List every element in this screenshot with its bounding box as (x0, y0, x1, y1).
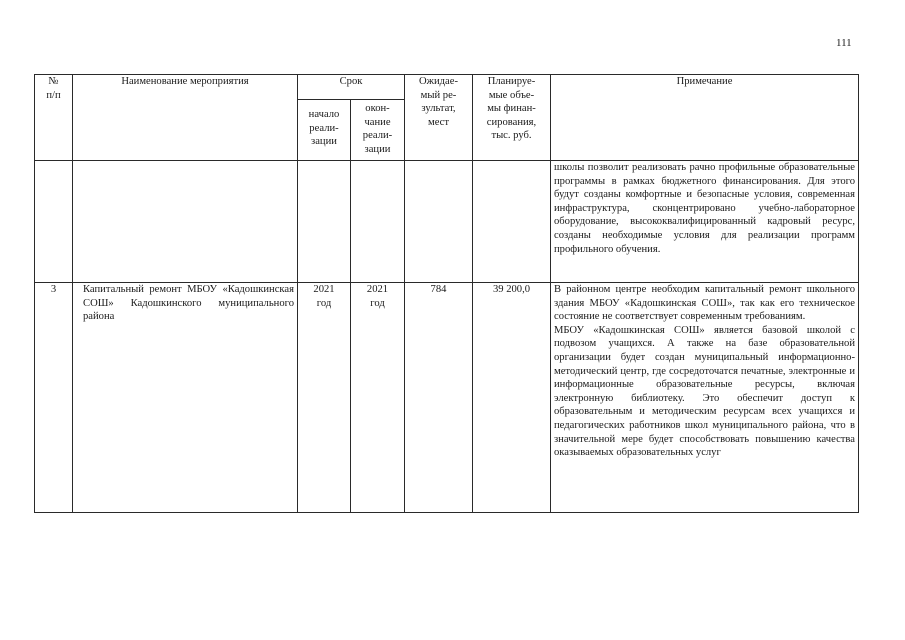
row-note-paragraph-1: В районном центре необходим капитальный ремонт школьного здания МБОУ «Кадошкинская СОШ», так как его техническое состояние не соответствует современным требованиям. (554, 284, 855, 323)
row-note-paragraph-2: МБОУ «Кадошкинская СОШ» является базовой школой с подвозом учащихся. А также на базе образовательной организации будет создан муниципальный информационно-методический центр, где сосредоточатся печатные, электронные и информационные образовательные ресурсы, включая электронную библиотеку. Это обеспечит доступ к образовательным и методическим ресурсам всех учащихся и педагогических работников школ муниципального района, что в значительной мере будет способствовать повышению качества оказываемых образовательных услуг (554, 324, 855, 459)
row-start: 2021 год (298, 283, 351, 513)
cell-empty (73, 161, 298, 283)
row-name: Капитальный ремонт МБОУ «Кадошкинская СОШ» Кадошкинского муниципального района (73, 283, 298, 513)
row-end: 2021 год (351, 283, 405, 513)
cell-empty (298, 161, 351, 283)
cell-empty (35, 161, 73, 283)
cell-empty (351, 161, 405, 283)
header-name: Наименование мероприятия (73, 75, 298, 161)
cell-empty (405, 161, 473, 283)
table-row (35, 283, 859, 513)
header-term-end: окон- чание реали- зации (351, 100, 405, 161)
header-num: № п/п (35, 75, 73, 161)
header-term: Срок (298, 75, 405, 100)
row-planned: 39 200,0 (473, 283, 551, 513)
continuation-row (35, 161, 859, 283)
cell-empty (473, 161, 551, 283)
row-note (551, 283, 859, 513)
header-note: Примечание (551, 75, 859, 161)
header-term-start: начало реали- зации (298, 100, 351, 161)
header-planned: Планируе- мые объе- мы финан- сирования, тыс. руб. (473, 75, 551, 161)
header-expected: Ожидае- мый ре- зультат, мест (405, 75, 473, 161)
measures-table (34, 74, 859, 513)
header-row (35, 75, 859, 100)
row-num: 3 (35, 283, 73, 513)
page-number: 111 (836, 37, 852, 49)
continuation-note: школы позволит реализовать рачно профильные образовательные программы в рамках бюджетного финансирования. Для этого будут созданы комфортные и безопасные условия, современная инфраструктура, сконцентрировано учебно-лабораторное оборудование, высококвалифицированный кадровый ресурс, созданы необходимые условия для реализации программ профильного обучения. (551, 161, 859, 283)
row-expected: 784 (405, 283, 473, 513)
